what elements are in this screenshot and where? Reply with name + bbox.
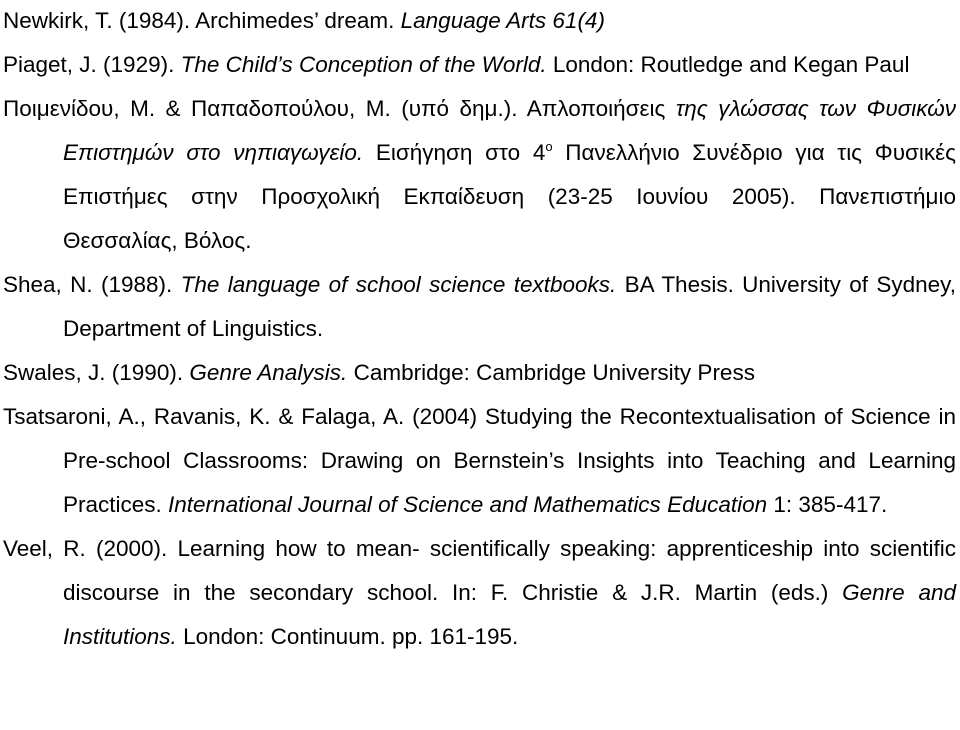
reference-piaget <box>3 43 956 87</box>
ref-text: Swales, J. (1990). <box>3 360 190 385</box>
ref-text: Εισήγηση στο 4 <box>363 140 546 165</box>
ref-text: Cambridge: Cambridge University Press <box>347 360 755 385</box>
ref-title: The language of school science textbooks. <box>180 272 617 297</box>
ref-text: Newkirk, T. (1984). Archimedes’ dream. <box>3 8 401 33</box>
ref-text: Πανελλήνιο Συνέδριο για τις Φυσικές Επιστήμες στην Προσχολική Εκπαίδευση (23-25 Ιουνίου 2005). Πανεπιστήμιο Θεσσαλίας, Βόλος. <box>63 140 957 253</box>
ref-journal: Language Arts 61(4) <box>400 8 605 33</box>
ref-text: Ποιμενίδου, Μ. & Παπαδοπούλου, Μ. (υπό δημ.). Απλοποιήσεις <box>3 96 676 121</box>
reference-newkirk <box>3 0 956 43</box>
reference-tsatsaroni <box>3 395 956 527</box>
ref-text: London: Continuum. pp. 161-195. <box>176 624 519 649</box>
ref-text: Shea, N. (1988). <box>3 272 181 297</box>
ref-title: Genre and Institutions. <box>63 580 956 649</box>
reference-swales <box>3 351 956 395</box>
ref-text: Veel, R. (2000). Learning how to mean- scientifically speaking: apprenticeship into scientific discourse in the secondary school. In: F. Christie & J.R. Martin (eds.) <box>3 536 956 605</box>
ref-text: 1: 385-417. <box>767 492 888 517</box>
reference-shea <box>3 263 956 351</box>
ref-text: Tsatsaroni, A., Ravanis, K. & Falaga, A. (2004) Studying the Recontextualisation of Science in Pre-school Classrooms: Drawing on Bernstein’s Insights into Teaching and Learning Practices. <box>3 404 956 517</box>
reference-veel <box>3 527 956 659</box>
ref-title: της γλώσσας των Φυσικών Επιστημών στο νηπιαγωγείο. <box>63 96 956 165</box>
ref-text: BA Thesis. University of Sydney, Department of Linguistics. <box>63 272 956 341</box>
ref-text: Piaget, J. (1929). <box>3 52 181 77</box>
ref-title: Genre Analysis. <box>189 360 348 385</box>
ref-text: London: Routledge and Kegan Paul <box>546 52 910 77</box>
ref-superscript: ο <box>545 139 553 154</box>
reference-poimenidou <box>3 87 956 263</box>
ref-journal: International Journal of Science and Mathematics Education <box>168 492 768 517</box>
ref-title: The Child’s Conception of the World. <box>180 52 547 77</box>
